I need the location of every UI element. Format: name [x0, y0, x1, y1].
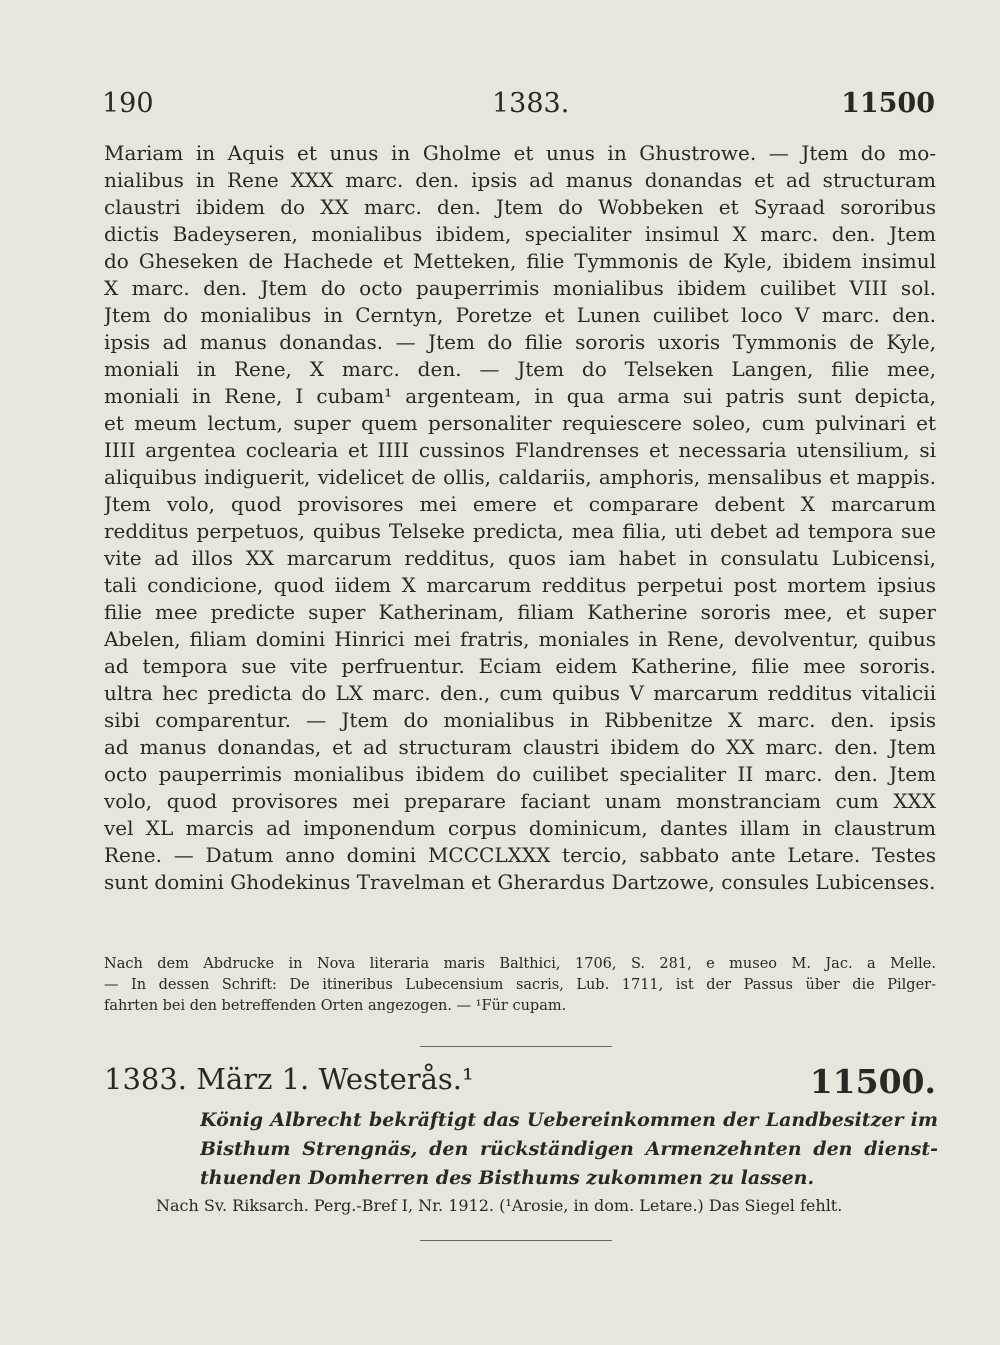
summary-line: thuenden Domherren des Bisthums zukommen zu lassen.: [200, 1167, 815, 1189]
section-divider: [420, 1046, 612, 1047]
text-line: X marc. den. Jtem do octo pauperrimis monialibus ibidem cuilibet VIII sol.: [104, 276, 936, 300]
note-line: Nach dem Abdrucke in Nova literaria maris Balthici, 1706, S. 281, e museo M. Jac. a Melle.: [104, 956, 936, 972]
text-line: Jtem volo, quod provisores mei emere et comparare debent X marcarum: [104, 492, 936, 516]
summary-line: Bisthum Strengnäs, den rückständigen Armenzehnten den dienst-: [200, 1138, 938, 1160]
entry-date-place: 1383. März 1. Westerås.¹: [104, 1062, 474, 1096]
charter-text: [104, 140, 936, 896]
text-line: aliquibus indiguerit, videlicet de ollis, caldariis, amphoris, mensalibus et mappis.: [104, 465, 936, 489]
note-line: fahrten bei den betreffenden Orten angezogen. — ¹Für cupam.: [104, 998, 567, 1014]
text-line: moniali in Rene, X marc. den. — Jtem do Telseken Langen, filie mee,: [104, 357, 936, 381]
running-year: 1383.: [492, 88, 570, 119]
page-header: [102, 88, 935, 122]
text-line: ad manus donandas, et ad structuram claustri ibidem do XX marc. den. Jtem: [104, 735, 936, 759]
text-line: nialibus in Rene XXX marc. den. ipsis ad manus donandas et ad structuram: [104, 168, 936, 192]
entry-heading: [104, 1060, 936, 1104]
document-number: 11500: [841, 88, 935, 119]
text-line: Mariam in Aquis et unus in Gholme et unus in Ghustrowe. — Jtem do mo-: [104, 141, 936, 165]
entry-number: 11500.: [809, 1062, 936, 1101]
source-note: Nach Sv. Riksarch. Perg.-Bref I, Nr. 1912. (¹Arosie, in dom. Letare.) Das Siegel fehlt.: [156, 1196, 843, 1215]
text-line: do Gheseken de Hachede et Metteken, filie Tymmonis de Kyle, ibidem insimul: [104, 249, 936, 273]
text-line: redditus perpetuos, quibus Telseke predicta, mea filia, uti debet ad tempora sue: [104, 519, 936, 543]
text-line: Jtem do monialibus in Cerntyn, Poretze et Lunen cuilibet loco V marc. den.: [104, 303, 936, 327]
text-line: tali condicione, quod iidem X marcarum redditus perpetui post mortem ipsius: [104, 573, 936, 597]
text-line: ipsis ad manus donandas. — Jtem do filie sororis uxoris Tymmonis de Kyle,: [104, 330, 936, 354]
text-line: vel XL marcis ad imponendum corpus dominicum, dantes illam in claustrum: [104, 816, 936, 840]
text-line: ad tempora sue vite perfruentur. Eciam eidem Katherine, filie mee sororis.: [104, 654, 936, 678]
text-line: dictis Badeyseren, monialibus ibidem, specialiter insimul X marc. den. Jtem: [104, 222, 936, 246]
footnotes: [104, 954, 936, 1017]
text-line: vite ad illos XX marcarum redditus, quos iam habet in consulatu Lubicensi,: [104, 546, 936, 570]
entry-summary: [200, 1106, 938, 1193]
text-line: Rene. — Datum anno domini MCCCLXXX tercio, sabbato ante Letare. Testes: [104, 843, 936, 867]
note-line: — In dessen Schrift: De itineribus Lubecensium sacris, Lub. 1711, ist der Passus über die Pilger-: [104, 977, 936, 993]
text-line: volo, quod provisores mei preparare faciant unam monstranciam cum XXX: [104, 789, 936, 813]
end-divider: [420, 1240, 612, 1241]
text-line: Abelen, filiam domini Hinrici mei fratris, moniales in Rene, devolventur, quibus: [104, 627, 936, 651]
text-line: sibi comparentur. — Jtem do monialibus in Ribbenitze X marc. den. ipsis: [104, 708, 936, 732]
text-line: et meum lectum, super quem personaliter requiescere soleo, cum pulvinari et: [104, 411, 936, 435]
text-line: IIII argentea coclearia et IIII cussinos Flandrenses et necessaria utensilium, si: [104, 438, 936, 462]
text-line: ultra hec predicta do LX marc. den., cum quibus V marcarum redditus vitalicii: [104, 681, 936, 705]
page-number: 190: [102, 88, 154, 119]
text-line: sunt domini Ghodekinus Travelman et Gherardus Dartzowe, consules Lubicenses.: [104, 870, 936, 894]
text-line: claustri ibidem do XX marc. den. Jtem do Wobbeken et Syraad sororibus: [104, 195, 936, 219]
text-line: moniali in Rene, I cubam¹ argenteam, in qua arma sui patris sunt depicta,: [104, 384, 936, 408]
text-line: filie mee predicte super Katherinam, filiam Katherine sororis mee, et super: [104, 600, 936, 624]
text-line: octo pauperrimis monialibus ibidem do cuilibet specialiter II marc. den. Jtem: [104, 762, 936, 786]
summary-line: König Albrecht bekräftigt das Uebereinkommen der Landbesitzer im: [200, 1109, 938, 1131]
